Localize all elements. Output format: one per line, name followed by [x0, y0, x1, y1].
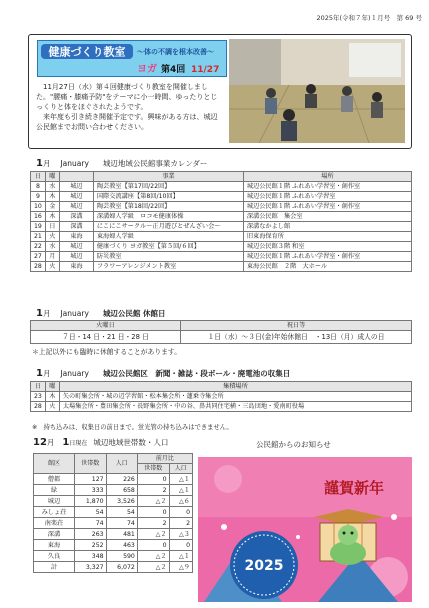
cell-weekday: 木: [45, 212, 59, 222]
table-row: [34, 518, 193, 529]
holiday-title: 城辺公民館 休館日: [102, 309, 166, 318]
cell-day: 28: [31, 402, 46, 412]
cell-weekday: 木: [45, 192, 59, 202]
holiday-col-weekday: 火曜日: [31, 321, 181, 331]
population-header-prev-population: 人口: [169, 464, 192, 474]
card-greeting: 謹賀新年: [324, 479, 385, 497]
event-calendar-table: [30, 171, 412, 272]
cell-district: 東海: [34, 540, 75, 551]
cell-prev-population: △１: [169, 485, 192, 496]
cell-district: 深溝: [34, 529, 75, 540]
cell-area: 深溝: [59, 222, 93, 232]
cell-place: 矢の町集会所・城の辺学習館・松本集会所・蓮乗寺集会所: [59, 392, 411, 402]
table-row: [31, 262, 412, 272]
table-row: [31, 212, 412, 222]
cell-weekday: 木: [45, 392, 59, 402]
cell-area: 城辺: [59, 192, 93, 202]
cell-prev-households: 2: [137, 485, 169, 496]
recycling-month-suffix: 月: [42, 369, 51, 378]
population-title: 城辺地域世帯数・人口: [93, 438, 169, 447]
calendar-month-suffix: 月: [42, 159, 51, 168]
population-header-prev-month: 前月比: [137, 454, 192, 464]
article-paragraph-2: 来年度も引き続き開催予定です。興味がある方は、城辺公民館までお問い合わせください。: [36, 113, 218, 131]
calendar-header-day: 日: [31, 172, 46, 182]
cell-venue: 深溝なかよし館: [243, 222, 411, 232]
cell-venue: 城辺公民館１階 ふれあい学習室: [243, 192, 411, 202]
cell-area: 東海: [59, 262, 93, 272]
calendar-header-event: 事業: [93, 172, 243, 182]
recycling-note: ※ 持ち込みは、収集日の前日まで。蛍光管の持ち込みはできません。: [32, 424, 233, 431]
recycling-header-place: 集積場所: [59, 382, 411, 392]
cell-weekday: 日: [45, 222, 59, 232]
cell-day: 16: [31, 212, 46, 222]
banner-title: 健康づくり教室: [48, 45, 126, 59]
recycling-header-weekday: 曜: [45, 382, 59, 392]
cell-venue: 城辺公民館３階 和室: [243, 242, 411, 252]
cell-population: 658: [106, 485, 137, 496]
cell-weekday: 火: [45, 262, 59, 272]
cell-population: 463: [106, 540, 137, 551]
cell-weekday: 金: [45, 202, 59, 212]
cell-population: 54: [106, 507, 137, 518]
cell-prev-population: △１: [169, 474, 192, 485]
recycling-month-en: January: [60, 369, 89, 378]
table-row: [31, 192, 412, 202]
cell-district: 久良: [34, 551, 75, 562]
cell-day: 28: [31, 262, 46, 272]
table-row: [31, 222, 412, 232]
yoga-class-photo: [229, 39, 405, 143]
cell-prev-population: △６: [169, 496, 192, 507]
cell-weekday: 水: [45, 242, 59, 252]
cell-households: 252: [74, 540, 106, 551]
cell-area: 城辺: [59, 202, 93, 212]
table-row: [31, 402, 412, 412]
population-header-prev-households: 世帯数: [137, 464, 169, 474]
cell-prev-population: 2: [169, 518, 192, 529]
cell-households: 1,870: [74, 496, 106, 507]
recycling-table: [30, 381, 412, 412]
table-row: [34, 529, 193, 540]
cell-prev-population: △１: [169, 551, 192, 562]
cell-households: 127: [74, 474, 106, 485]
population-table: [33, 453, 193, 573]
cell-venue: 深溝公民館 集会室: [243, 212, 411, 222]
table-row: [34, 507, 193, 518]
calendar-header-area: [59, 172, 93, 182]
population-header-district: 館区: [34, 454, 75, 474]
cell-event: 国際交流講座【第8回/10回】: [93, 192, 243, 202]
holiday-month-suffix: 月: [42, 309, 51, 318]
holiday-col-holiday: 祝日等: [181, 321, 412, 331]
cell-area: 城辺: [59, 252, 93, 262]
cell-prev-households: 0: [137, 474, 169, 485]
cell-population: 3,526: [106, 496, 137, 507]
yoga-class-banner: [37, 40, 227, 77]
table-row: [31, 252, 412, 262]
cell-event: にこにこサークル～正月遊びとぜんざい会～: [93, 222, 243, 232]
cell-households: 348: [74, 551, 106, 562]
cell-district: 南楽荘: [34, 518, 75, 529]
cell-day: 27: [31, 252, 46, 262]
table-row: [31, 182, 412, 192]
cell-venue: 城辺公民館１階 ふれあい学習室・創作室: [243, 182, 411, 192]
cell-population: 74: [106, 518, 137, 529]
population-month-suffix: 月: [46, 438, 55, 447]
cell-day: 23: [31, 392, 46, 402]
cell-area: 東海: [59, 232, 93, 242]
cell-district: 計: [34, 562, 75, 573]
table-row: [31, 392, 412, 402]
calendar-month-number: 1: [36, 158, 43, 169]
cell-place: 太場集会所・豊田集会所・長野集会所・中の谷、鼻共同住宅横・三島団地・愛南町役場: [59, 402, 411, 412]
cell-prev-households: 2: [137, 518, 169, 529]
population-month-number: 12: [33, 437, 47, 448]
holiday-dates: １日（水）～３日(金)年始休館日 ・13日（月）成人の日: [181, 331, 412, 344]
table-row: [31, 202, 412, 212]
cell-population: 6,072: [106, 562, 137, 573]
cell-prev-population: 0: [169, 507, 192, 518]
calendar-month-en: January: [60, 159, 89, 168]
banner-session: 第4回: [161, 65, 186, 75]
new-year-card: [198, 457, 412, 602]
cell-district: 僧都: [34, 474, 75, 485]
closed-days-table: [30, 320, 412, 344]
cell-prev-population: △９: [169, 562, 192, 573]
recycling-title: 城辺公民館区 新聞・雑誌・段ボール・廃電池の収集日: [102, 369, 291, 378]
cell-event: 防災教室: [93, 252, 243, 262]
table-row: [34, 540, 193, 551]
cell-weekday: 月: [45, 252, 59, 262]
cell-day: 21: [31, 232, 46, 242]
calendar-header-venue: 場所: [243, 172, 411, 182]
population-heading: [33, 437, 168, 448]
table-row: [31, 232, 412, 242]
table-row: [31, 242, 412, 252]
cell-district: みしょ荘: [34, 507, 75, 518]
cell-venue: 東海公民館 ２階 大ホール: [243, 262, 411, 272]
cell-area: 深溝: [59, 212, 93, 222]
cell-day: 9: [31, 192, 46, 202]
cell-event: 陶芸教室【第18回/22回】: [93, 202, 243, 212]
card-year: 2025: [244, 558, 284, 574]
article-body: [36, 82, 218, 132]
cell-households: 333: [74, 485, 106, 496]
cell-prev-population: 0: [169, 540, 192, 551]
banner-yoga: ヨガ: [137, 64, 157, 75]
cell-day: 10: [31, 202, 46, 212]
cell-prev-households: △２: [137, 496, 169, 507]
recycling-month-number: 1: [36, 368, 43, 379]
cell-weekday: 火: [45, 232, 59, 242]
cell-prev-population: △３: [169, 529, 192, 540]
cell-households: 3,327: [74, 562, 106, 573]
population-as-of: 日現在: [69, 440, 88, 447]
cell-venue: 城辺公民館１階 ふれあい学習室・創作室: [243, 252, 411, 262]
cell-prev-households: 0: [137, 507, 169, 518]
cell-day: 19: [31, 222, 46, 232]
population-header-population: 人口: [106, 454, 137, 474]
table-row: [31, 331, 412, 344]
table-row: [34, 496, 193, 507]
holiday-month-number: 1: [36, 308, 43, 319]
cell-event: 東海婦人学級: [93, 232, 243, 242]
cell-population: 481: [106, 529, 137, 540]
cell-population: 226: [106, 474, 137, 485]
weekday-dates: ７日・14 日・21 日・28 日: [31, 331, 181, 344]
article-paragraph-1: 11月27日（水）第４回健康づくり教室を開催しました。"腰痛・膝痛予防"をテーマに小一時間、ゆったりとじっくりと体をほぐされたようです。: [36, 83, 218, 111]
table-row: [34, 485, 193, 496]
cell-population: 590: [106, 551, 137, 562]
population-header-households: 世帯数: [74, 454, 106, 474]
holiday-note: ＊上記以外にも臨時に休館することがあります。: [32, 348, 181, 356]
cell-day: 22: [31, 242, 46, 252]
cell-prev-households: △２: [137, 562, 169, 573]
calendar-heading: [36, 158, 207, 169]
population-day: 1: [62, 437, 70, 448]
cell-event: 健康づくり ヨガ教室【第５回/６回】: [93, 242, 243, 252]
cell-event: フラワーアレンジメント教室: [93, 262, 243, 272]
table-row: [34, 551, 193, 562]
table-row: [34, 474, 193, 485]
cell-prev-households: 0: [137, 540, 169, 551]
notice-title: 公民館からのお知らせ: [256, 440, 331, 449]
cell-district: 緑: [34, 485, 75, 496]
banner-subtitle: ～体の不調を根本改善～: [137, 48, 214, 56]
recycling-heading: [36, 368, 290, 379]
cell-event: 陶芸教室【第17回/22回】: [93, 182, 243, 192]
cell-area: 城辺: [59, 182, 93, 192]
cell-households: 74: [74, 518, 106, 529]
cell-district: 城辺: [34, 496, 75, 507]
cell-venue: 旧東海保育所: [243, 232, 411, 242]
calendar-title: 城辺地域公民館事業カレンダー: [102, 159, 208, 168]
cell-prev-households: △２: [137, 551, 169, 562]
cell-day: 8: [31, 182, 46, 192]
holiday-heading: [36, 308, 166, 319]
recycling-header-day: 日: [31, 382, 46, 392]
cell-area: 城辺: [59, 242, 93, 252]
issue-number: 2025年(令和７年)１月号 第 69 号: [316, 14, 422, 22]
cell-prev-households: △２: [137, 529, 169, 540]
banner-date: 11/27: [191, 65, 220, 75]
cell-households: 54: [74, 507, 106, 518]
cell-event: 深溝婦人学級 ロコモ健康体操: [93, 212, 243, 222]
cell-weekday: 水: [45, 182, 59, 192]
cell-venue: 城辺公民館１階 ふれあい学習室・創作室: [243, 202, 411, 212]
calendar-header-weekday: 曜: [45, 172, 59, 182]
cell-weekday: 火: [45, 402, 59, 412]
holiday-month-en: January: [60, 309, 89, 318]
cell-households: 263: [74, 529, 106, 540]
table-row: [34, 562, 193, 573]
